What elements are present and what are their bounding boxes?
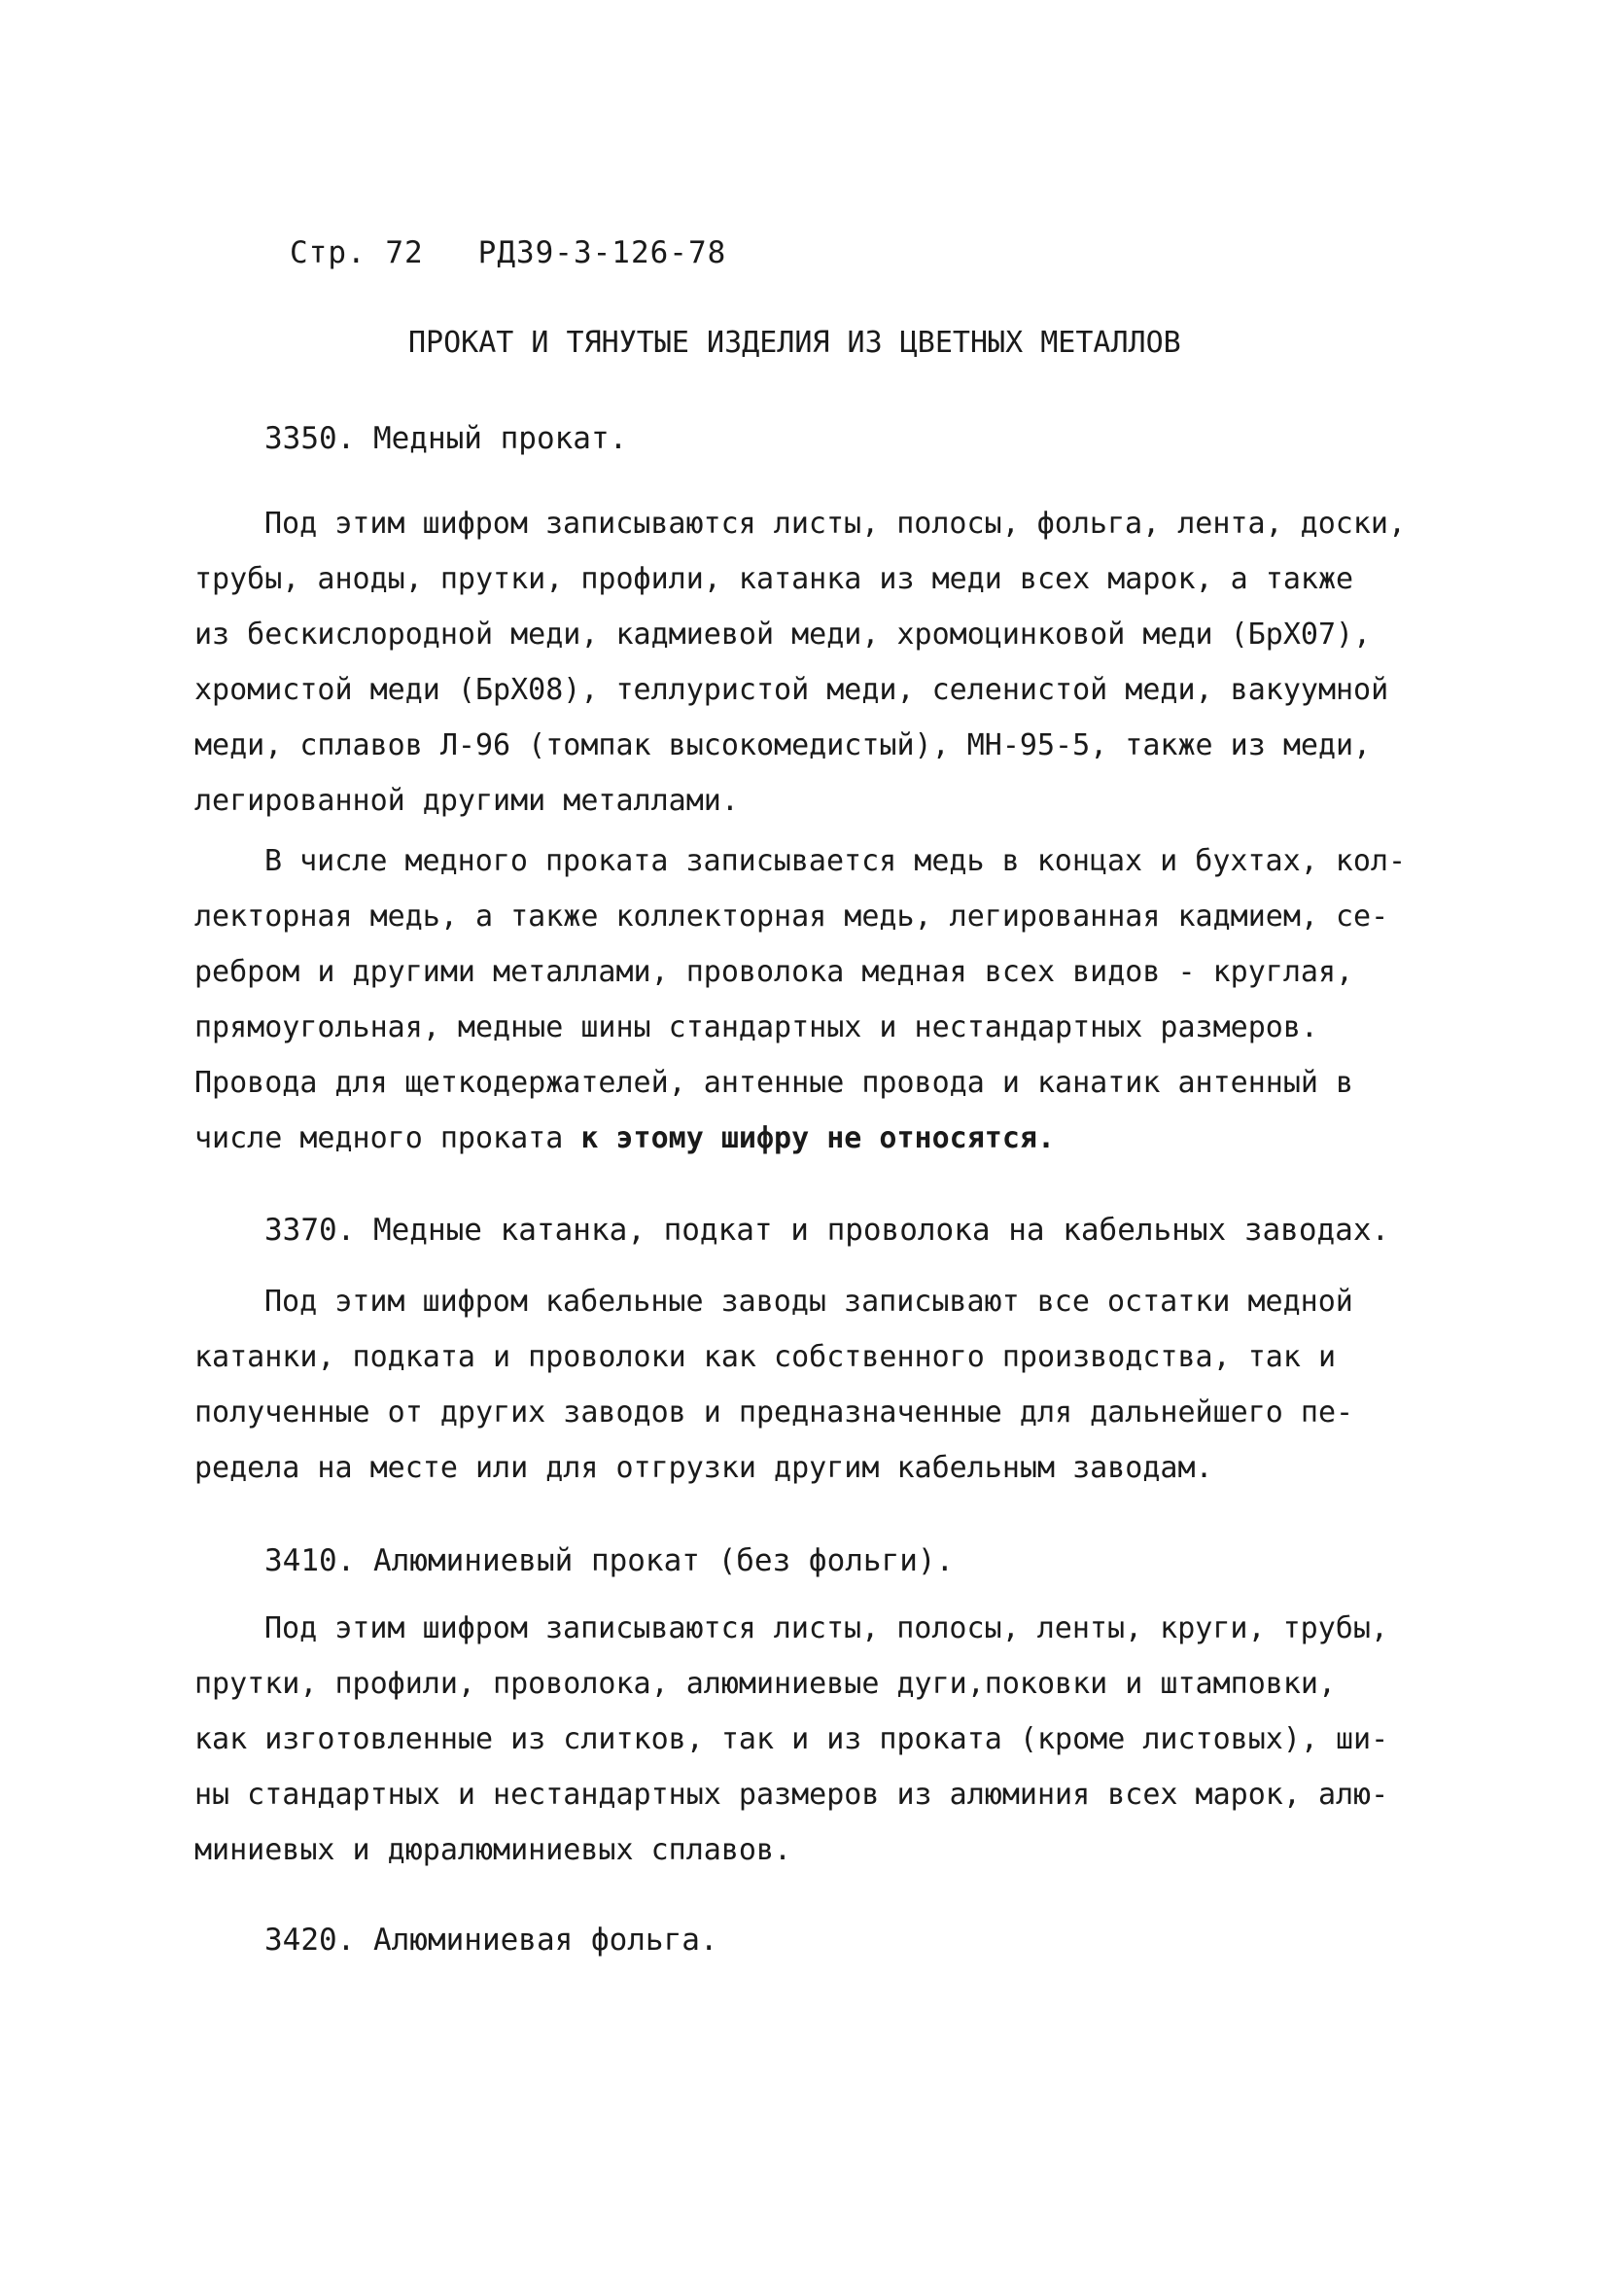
section-heading-3350: 3350. Медный прокат. <box>264 421 628 456</box>
text-line: редела на месте или для отгрузки другим кабельным заводам. <box>194 1451 1213 1485</box>
section-heading-3370: 3370. Медные катанка, подкат и проволока на кабельных заводах. <box>264 1213 1390 1248</box>
paragraph-3350-1 <box>194 496 1419 829</box>
text-line: хромистой меди (БрХ08), теллуристой меди, селенистой меди, вакуумной <box>194 673 1389 707</box>
text-line: как изготовленные из слитков, так и из проката (кроме листовых), ши- <box>194 1722 1389 1756</box>
text-line: Под этим шифром записываются листы, полосы, ленты, круги, трубы, <box>264 1611 1388 1645</box>
text-line: ны стандартных и нестандартных размеров из алюминия всех марок, алю- <box>194 1778 1389 1812</box>
text-line: В числе медного проката записывается медь в концах и бухтах, кол- <box>264 844 1406 878</box>
section-heading-3420: 3420. Алюминиевая фольга. <box>264 1923 718 1958</box>
text-line: трубы, аноды, прутки, профили, катанка из меди всех марок, а также <box>194 562 1354 596</box>
text-emphasis: к этому шифру не относятся. <box>580 1121 1056 1155</box>
document-title: ПРОКАТ И ТЯНУТЫЕ ИЗДЕЛИЯ ИЗ ЦВЕТНЫХ МЕТАЛЛОВ <box>408 326 1181 360</box>
page-header <box>290 235 726 270</box>
text-line: меди, сплавов Л-96 (томпак высокомедистый), МН-95-5, также из меди, <box>194 728 1372 762</box>
text-line: прямоугольная, медные шины стандартных и нестандартных размеров. <box>194 1010 1318 1044</box>
paragraph-3370-1 <box>194 1274 1419 1496</box>
text-line: Провода для щеткодержателей, антенные провода и канатик антенный в <box>194 1066 1354 1100</box>
page-number: Стр. 72 <box>290 235 424 270</box>
text-line: из бескислородной меди, кадмиевой меди, хромоцинковой меди (БрХ07), <box>194 618 1372 652</box>
text-line: катанки, подката и проволоки как собственного производства, так и <box>194 1340 1336 1374</box>
text-line: Под этим шифром записываются листы, полосы, фольга, лента, доски, <box>264 507 1406 541</box>
text-line: Под этим шифром кабельные заводы записывают все остатки медной <box>264 1285 1353 1319</box>
document-code: РД39-3-126-78 <box>477 235 727 270</box>
text-line: прутки, профили, проволока, алюминиевые дуги,поковки и штамповки, <box>194 1667 1336 1701</box>
text-line: миниевых и дюралюминиевых сплавов. <box>194 1833 792 1867</box>
text-line-with-emphasis <box>194 1111 1419 1166</box>
text-line: лекторная медь, а также коллекторная медь, легированная кадмием, се- <box>194 900 1389 934</box>
text-line: ребром и другими металлами, проволока медная всех видов - круглая, <box>194 955 1354 989</box>
section-heading-3410: 3410. Алюминиевый прокат (без фольги). <box>264 1543 955 1578</box>
text-line: легированной другими металлами. <box>194 784 739 818</box>
text-normal: числе медного проката <box>194 1121 581 1155</box>
paragraph-3410-1 <box>194 1601 1419 1878</box>
text-line: полученные от других заводов и предназначенные для дальнейшего пе- <box>194 1395 1354 1430</box>
paragraph-3350-2 <box>194 833 1419 1166</box>
